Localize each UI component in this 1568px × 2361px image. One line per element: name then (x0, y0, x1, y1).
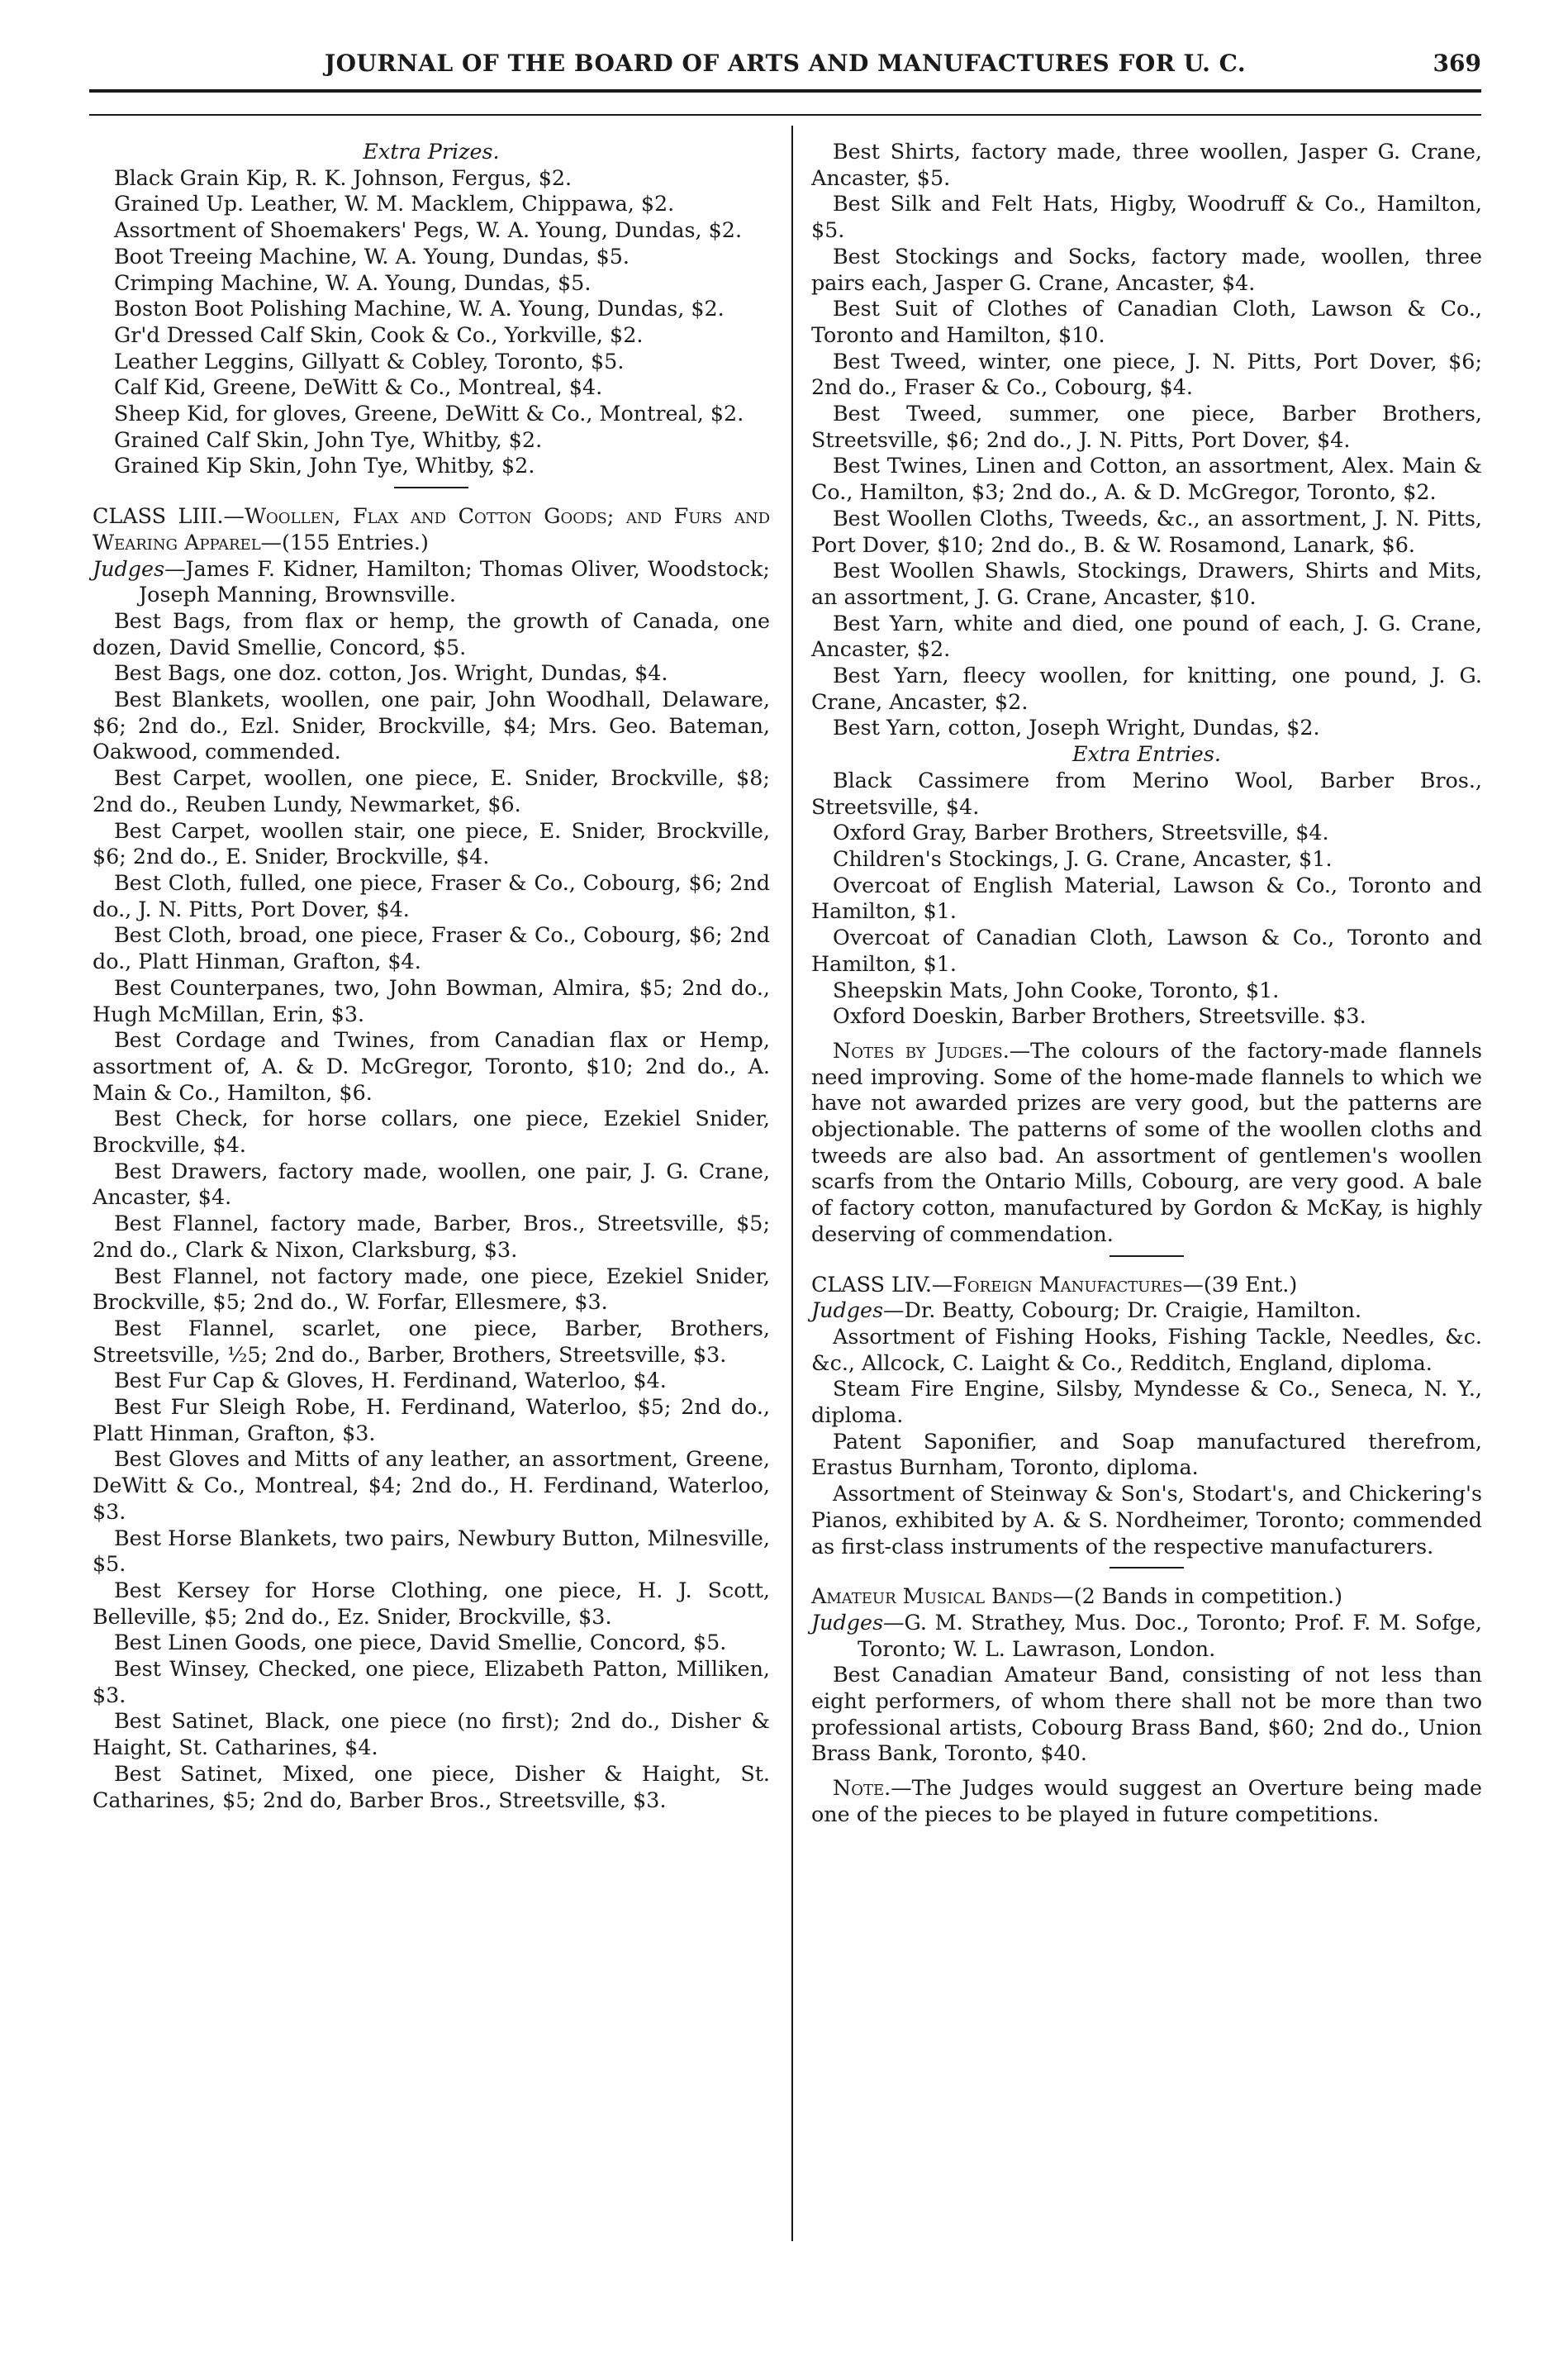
extra-prizes-list (93, 165, 770, 479)
list-item: Best Satinet, Black, one piece (no first); 2nd do., Disher & Haight, St. Catharines, $4. (93, 1708, 770, 1760)
list-item: Best Fur Cap & Gloves, H. Ferdinand, Waterloo, $4. (114, 1368, 667, 1393)
page-number: 369 (1433, 50, 1481, 77)
class-liii-awards (93, 608, 770, 1813)
list-item: Best Check, for horse collars, one piece, Ezekiel Snider, Brockville, $4. (93, 1106, 770, 1158)
list-item: Best Yarn, fleecy woollen, for knitting, one pound, J. G. Crane, Ancaster, $2. (811, 663, 1482, 714)
list-item: Grained Calf Skin, John Tye, Whitby, $2. (114, 426, 543, 452)
list-item: Gr'd Dressed Calf Skin, Cook & Co., Yorkville, $2. (114, 321, 644, 347)
extra-prizes-heading: Extra Prizes. (363, 139, 500, 164)
list-item: Boot Treeing Machine, W. A. Young, Dundas, $5. (114, 243, 630, 269)
list-item: Best Tweed, winter, one piece, J. N. Pitts, Port Dover, $6; 2nd do., Fraser & Co., Cobourg, $4. (811, 348, 1482, 400)
notes-label: Notes by Judges. (833, 1037, 1010, 1063)
extra-entries-list (811, 768, 1482, 1030)
note-label: Note. (833, 1775, 891, 1801)
section-rule (1109, 1567, 1184, 1568)
list-item: Patent Saponifier, and Soap manufactured therefrom, Erastus Burnham, Toronto, diploma. (811, 1428, 1482, 1480)
list-item: Children's Stockings, J. G. Crane, Ancaster, $1. (833, 845, 1333, 871)
list-item: Overcoat of Canadian Cloth, Lawson & Co., Toronto and Hamilton, $1. (811, 925, 1482, 976)
list-item: Best Yarn, cotton, Joseph Wright, Dundas, $2. (833, 715, 1320, 740)
list-item: Best Stockings and Socks, factory made, woollen, three pairs each, Jasper G. Crane, Ancaster, $4. (811, 243, 1482, 295)
list-item: Best Counterpanes, two, John Bowman, Almira, $5; 2nd do., Hugh McMillan, Erin, $3. (93, 974, 770, 1026)
list-item: Oxford Gray, Barber Brothers, Streetsville, $4. (833, 820, 1329, 845)
list-item: Assortment of Steinway & Son's, Stodart's, and Chickering's Pianos, exhibited by A. & S. Nordheimer, Toronto; commended as first-class instruments of the respective manufacturers. (811, 1481, 1482, 1559)
header-rule-thin (89, 114, 1481, 116)
list-item: Best Cloth, broad, one piece, Fraser & Co., Cobourg, $6; 2nd do., Platt Hinman, Grafton, $4. (93, 922, 770, 974)
judges-notes (811, 1038, 1482, 1248)
bands-entries: —(2 Bands in competition.) (1052, 1583, 1342, 1609)
list-item: Best Canadian Amateur Band, consisting of not less than eight performers, of whom there shall not be more than two professional artists, Cobourg Brass Band, $60; 2nd do., Union Brass Bank, Toronto, $40. (811, 1662, 1482, 1766)
right-column (811, 139, 1482, 1828)
list-item: Best Drawers, factory made, woollen, one pair, J. G. Crane, Ancaster, $4. (93, 1158, 770, 1210)
section-rule (1109, 1255, 1184, 1257)
list-item: Best Cloth, fulled, one piece, Fraser & Co., Cobourg, $6; 2nd do., J. N. Pitts, Port Dover, $4. (93, 869, 770, 921)
column-divider (791, 126, 793, 2241)
list-item: Best Kersey for Horse Clothing, one piece, H. J. Scott, Belleville, $5; 2nd do., Ez. Snider, Brockville, $3. (93, 1577, 770, 1629)
bands-title: Amateur Musical Bands (811, 1583, 1053, 1609)
bands-note (811, 1775, 1482, 1827)
list-item: Best Twines, Linen and Cotton, an assortment, Alex. Main & Co., Hamilton, $3; 2nd do., A. & D. McGregor, Toronto, $2. (811, 453, 1482, 505)
list-item: Best Silk and Felt Hats, Higby, Woodruff & Co., Hamilton, $5. (811, 191, 1482, 243)
notes-text: —The colours of the factory-made flannels need improving. Some of the home-made flannels to which we have not awarded prizes are very good, but the patterns are objectionable. The patterns of some of the woollen cloths and tweeds are also bad. An assortment of gentlemen's woollen scarfs from the Ontario Mills, Cobourg, are very good. A bale of factory cotton, manufactured by Gordon & McKay, is highly deserving of commendation. (811, 1037, 1483, 1246)
note-text: —The Judges would suggest an Overture being made one of the pieces to be played in future competitions. (811, 1775, 1482, 1826)
header-rule-thick (89, 89, 1481, 93)
list-item: Sheep Kid, for gloves, Greene, DeWitt & Co., Montreal, $2. (114, 401, 744, 426)
list-item: Oxford Doeskin, Barber Brothers, Streetsville. $3. (833, 1003, 1366, 1029)
judges-names: —Dr. Beatty, Cobourg; Dr. Craigie, Hamilton. (883, 1297, 1362, 1323)
list-item: Best Bags, one doz. cotton, Jos. Wright, Dundas, $4. (114, 660, 668, 686)
list-item: Best Suit of Clothes of Canadian Cloth, Lawson & Co., Toronto and Hamilton, $10. (811, 296, 1482, 347)
running-title: JOURNAL OF THE BOARD OF ARTS AND MANUFACTURES FOR U. C. (324, 50, 1247, 77)
class-liii-heading (93, 503, 770, 555)
list-item: Calf Kid, Greene, DeWitt & Co., Montreal, $4. (114, 374, 603, 400)
list-item: Best Bags, from flax or hemp, the growth of Canada, one dozen, David Smellie, Concord, $5. (93, 607, 770, 659)
list-item: Boston Boot Polishing Machine, W. A. Young, Dundas, $2. (114, 296, 725, 321)
list-item: Best Cordage and Twines, from Canadian flax or Hemp, assortment of, A. & D. McGregor, Toronto, $10; 2nd do., A. Main & Co., Hamilton, $6. (93, 1027, 770, 1105)
list-item: Best Flannel, not factory made, one piece, Ezekiel Snider, Brockville, $5; 2nd do., W. Forfar, Ellesmere, $3. (93, 1263, 770, 1315)
list-item: Best Linen Goods, one piece, David Smellie, Concord, $5. (114, 1630, 727, 1655)
judges-label: Judges (811, 1609, 884, 1635)
list-item: Steam Fire Engine, Silsby, Myndesse & Co., Seneca, N. Y., diploma. (811, 1376, 1482, 1428)
list-item: Best Carpet, woollen, one piece, E. Snider, Brockville, $8; 2nd do., Reuben Lundy, Newmarket, $6. (93, 765, 770, 816)
list-item: Best Shirts, factory made, three woollen, Jasper G. Crane, Ancaster, $5. (811, 139, 1482, 190)
class-entries: —(155 Entries.) (260, 529, 429, 555)
list-item: Best Blankets, woollen, one pair, John Woodhall, Delaware, $6; 2nd do., Ezl. Snider, Brockville, $4; Mrs. Geo. Bateman, Oakwood, commended. (93, 687, 770, 764)
judges-names: —G. M. Strathey, Mus. Doc., Toronto; Prof. F. M. Sofge, Toronto; W. L. Lawrason, London. (858, 1609, 1482, 1661)
list-item: Sheepskin Mats, John Cooke, Toronto, $1. (833, 977, 1280, 1002)
list-item: Grained Up. Leather, W. M. Macklem, Chippawa, $2. (114, 191, 675, 217)
judges-label: Judges (93, 555, 165, 581)
list-item: Best Gloves and Mitts of any leather, an assortment, Greene, DeWitt & Co., Montreal, $4; 2nd do., H. Ferdinand, Waterloo, $3. (93, 1446, 770, 1524)
class-title: Woollen, Flax and Cotton Goods; and Furs and Wearing Apparel (93, 503, 770, 555)
list-item: Best Yarn, white and died, one pound of each, J. G. Crane, Ancaster, $2. (811, 610, 1482, 662)
list-item: Best Fur Sleigh Robe, H. Ferdinand, Waterloo, $5; 2nd do., Platt Hinman, Grafton, $3. (93, 1394, 770, 1445)
list-item: Assortment of Fishing Hooks, Fishing Tackle, Needles, &c. &c., Allcock, C. Laight & Co., Redditch, England, diploma. (811, 1323, 1482, 1375)
left-column (93, 139, 770, 1813)
class-liii-judges (93, 556, 770, 608)
section-rule (394, 487, 468, 488)
list-item: Best Horse Blankets, two pairs, Newbury Button, Milnesville, $5. (93, 1525, 770, 1577)
class-liv-judges (811, 1297, 1482, 1324)
bands-judges (811, 1610, 1482, 1662)
list-item: Assortment of Shoemakers' Pegs, W. A. Young, Dundas, $2. (114, 217, 743, 243)
class-liii-awards-continued (811, 139, 1482, 741)
list-item: Grained Kip Skin, John Tye, Whitby, $2. (114, 453, 535, 478)
list-item: Crimping Machine, W. A. Young, Dundas, $5. (114, 269, 592, 295)
list-item: Black Grain Kip, R. K. Johnson, Fergus, $2. (114, 164, 573, 190)
class-liv-heading (811, 1272, 1482, 1298)
running-head (89, 43, 1481, 93)
list-item: Black Cassimere from Merino Wool, Barber Bros., Streetsville, $4. (811, 767, 1482, 819)
extra-entries-heading: Extra Entries. (1072, 741, 1221, 767)
class-label: CLASS LIV.— (811, 1271, 953, 1297)
list-item: Best Woollen Shawls, Stockings, Drawers, Shirts and Mits, an assortment, J. G. Crane, Ancaster, $10. (811, 558, 1482, 609)
list-item: Best Flannel, factory made, Barber, Bros., Streetsville, $5; 2nd do., Clark & Nixon, Clarksburg, $3. (93, 1211, 770, 1262)
class-liv-awards (811, 1324, 1482, 1559)
list-item: Overcoat of English Material, Lawson & Co., Toronto and Hamilton, $1. (811, 872, 1482, 924)
list-item: Best Carpet, woollen stair, one piece, E. Snider, Brockville, $6; 2nd do., E. Snider, Brockville, $4. (93, 817, 770, 869)
bands-awards (811, 1662, 1482, 1767)
list-item: Best Tweed, summer, one piece, Barber Brothers, Streetsville, $6; 2nd do., J. N. Pitts, Port Dover, $4. (811, 401, 1482, 452)
class-title: Foreign Manufactures (953, 1271, 1183, 1297)
class-label: CLASS LIII.— (93, 503, 245, 529)
class-entries: —(39 Ent.) (1182, 1271, 1298, 1297)
list-item: Best Woollen Cloths, Tweeds, &c., an assortment, J. N. Pitts, Port Dover, $10; 2nd do., B. & W. Rosamond, Lanark, $6. (811, 505, 1482, 557)
list-item: Best Flannel, scarlet, one piece, Barber, Brothers, Streetsville, ½5; 2nd do., Barber, Brothers, Streetsville, $3. (93, 1315, 770, 1367)
list-item: Best Satinet, Mixed, one piece, Disher & Haight, St. Catharines, $5; 2nd do, Barber Bros., Streetsville, $3. (93, 1760, 770, 1812)
list-item: Best Winsey, Checked, one piece, Elizabeth Patton, Milliken, $3. (93, 1656, 770, 1707)
judges-names: —James F. Kidner, Hamilton; Thomas Oliver, Woodstock; Joseph Manning, Brownsville. (139, 555, 770, 607)
list-item: Leather Leggins, Gillyatt & Cobley, Toronto, $5. (114, 348, 625, 374)
bands-heading (811, 1583, 1482, 1610)
judges-label: Judges (811, 1297, 884, 1323)
